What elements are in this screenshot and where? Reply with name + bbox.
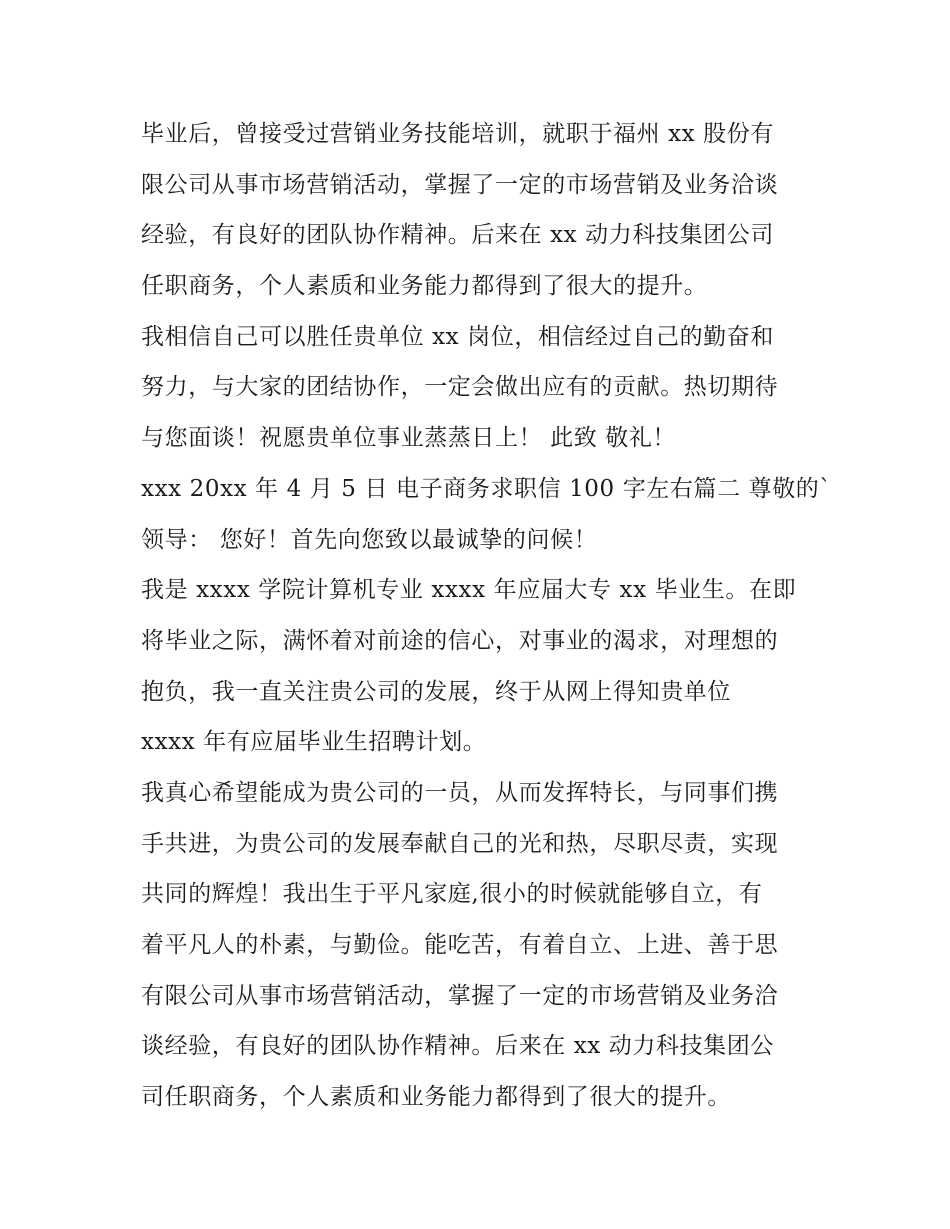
text-line: 着平凡人的朴素，与勤俭。能吃苦，有着自立、上进、善于思	[141, 932, 779, 958]
text-line: 努力，与大家的团结协作，一定会做出应有的贡献。热切期待	[141, 374, 779, 401]
text-line: xxxx 年有应届毕业生招聘计划。	[141, 729, 487, 756]
text-line: 经验，有良好的团队协作精神。后来在 xx 动力科技集团公司	[141, 222, 774, 249]
text-line: 抱负，我一直关注贵公司的发展，终于从网上得知贵单位	[141, 678, 731, 705]
text-line: 有限公司从事市场营销活动，掌握了一定的市场营销及业务洽	[141, 982, 779, 1009]
text-line: 限公司从事市场营销活动，掌握了一定的市场营销及业务洽谈	[141, 171, 779, 198]
document-body	[141, 109, 832, 1123]
text-line: 谈经验，有良好的团队协作精神。后来在 xx 动力科技集团公	[141, 1033, 774, 1060]
text-line: 我是 xxxx 学院计算机专业 xxxx 年应届大专 xx 毕业生。在即	[141, 577, 797, 604]
text-line: 我真心希望能成为贵公司的一员，从而发挥特长，与同事们携	[141, 779, 779, 806]
text-line: 与您面谈！祝愿贵单位事业蒸蒸日上！ 此致 敬礼！	[141, 425, 677, 452]
text-line: 领导： 您好！首先向您致以最诚挚的问候！	[141, 526, 598, 553]
text-line: xxx 20xx 年 4 月 5 日 电子商务求职信 100 字左右篇二 尊敬的`	[141, 475, 832, 502]
text-line: 任职商务，个人素质和业务能力都得到了很大的提升。	[141, 273, 708, 300]
text-line: 手共进，为贵公司的发展奉献自己的光和热，尽职尽责，实现	[141, 830, 779, 857]
text-line: 司任职商务，个人素质和业务能力都得到了很大的提升。	[141, 1084, 731, 1111]
text-line: 共同的辉煌！我出生于平凡家庭,很小的时候就能够自立，有	[141, 881, 763, 908]
text-line: 将毕业之际，满怀着对前途的信心，对事业的渴求，对理想的	[141, 627, 779, 654]
text-line: 我相信自己可以胜任贵单位 xx 岗位，相信经过自己的勤奋和	[141, 323, 774, 350]
text-line: 毕业后，曾接受过营销业务技能培训，就职于福州 xx 股份有	[141, 121, 774, 147]
